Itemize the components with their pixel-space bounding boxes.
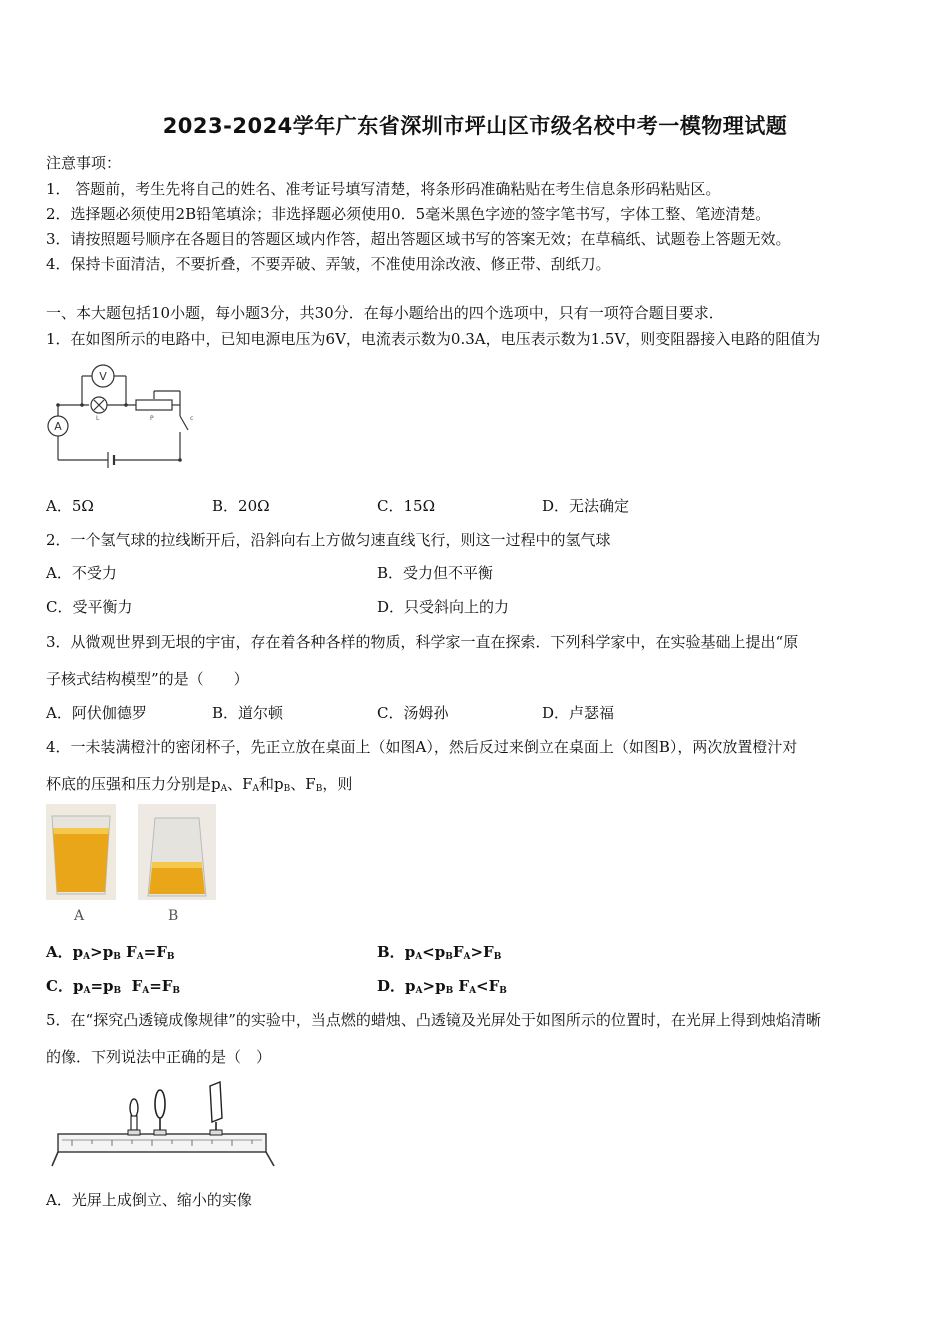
question-1-option[interactable]: B．20Ω xyxy=(212,497,270,515)
question-2-option[interactable]: B．受力但不平衡 xyxy=(377,564,494,582)
notice-item: 4．保持卡面清洁，不要折叠，不要弄破、弄皱，不准使用涂改液、修正带、刮纸刀。 xyxy=(46,255,611,273)
question-2-stem: 2．一个氢气球的拉线断开后，沿斜向右上方做匀速直线飞行，则这一过程中的氢气球 xyxy=(46,531,611,549)
notice-item: 3．请按照题号顺序在各题目的答题区域内作答，超出答题区域书写的答案无效；在草稿纸、试题卷上答题无效。 xyxy=(46,230,791,248)
question-4-stem: 4．一未装满橙汁的密闭杯子，先正立放在桌面上（如图A），然后反过来倒立在桌面上（如图B），两次放置橙汁对 xyxy=(46,738,798,756)
circuit-diagram xyxy=(44,358,196,474)
voltmeter-label: V xyxy=(99,370,107,383)
question-2-option[interactable]: D．只受斜向上的力 xyxy=(377,598,510,616)
ammeter-label: A xyxy=(54,420,62,433)
question-5-option[interactable]: A．光屏上成倒立、缩小的实像 xyxy=(46,1191,252,1209)
question-5-stem: 的像．下列说法中正确的是（ ） xyxy=(46,1048,272,1066)
page-title: 2023-2024学年广东省深圳市坪山区市级名校中考一模物理试题 xyxy=(162,114,788,138)
question-4-stem: 杯底的压强和压力分别是$p_A$、$F_A$和$p_B$、$F_B$，则 xyxy=(46,775,353,794)
question-1-option[interactable]: C．15Ω xyxy=(377,497,436,515)
switch-label: c xyxy=(190,415,194,422)
question-3-stem: 3．从微观世界到无垠的宇宙，存在着各种各样的物质，科学家一直在探索．下列科学家中，在实验基础上提出“原 xyxy=(46,633,799,651)
question-5-stem: 5．在“探究凸透镜成像规律”的实验中，当点燃的蜡烛、凸透镜及光屏处于如图所示的位置时，在光屏上得到烛焰清晰 xyxy=(46,1011,821,1029)
question-3-option[interactable]: D．卢瑟福 xyxy=(542,704,615,722)
question-4-option[interactable]: C．$p_A=p_B$ $F_A=F_B$ xyxy=(46,977,181,996)
question-2-option[interactable]: A．不受力 xyxy=(46,564,117,582)
question-3-option[interactable]: A．阿伏伽德罗 xyxy=(46,704,147,722)
notice-item: 2．选择题必须使用2B铅笔填涂；非选择题必须使用0．5毫米黑色字迹的签字笔书写，字体工整、笔迹清楚。 xyxy=(46,205,771,223)
question-1-option[interactable]: D．无法确定 xyxy=(542,497,630,515)
slider-label: P xyxy=(150,415,154,422)
question-3-option[interactable]: B．道尔顿 xyxy=(212,704,284,722)
question-1-stem: 1．在如图所示的电路中，已知电源电压为6V，电流表示数为0.3A，电压表示数为1.5V，则变阻器接入电路的阻值为 xyxy=(46,330,821,348)
figure-label-b: B xyxy=(168,908,179,924)
question-4-option[interactable]: D．$p_A>p_B$ $F_A<F_B$ xyxy=(377,977,507,996)
notice-item: 1． 答题前，考生先将自己的姓名、准考证号填写清楚，将条形码准确粘贴在考生信息条形码粘贴区。 xyxy=(46,180,721,198)
optical-bench-figure xyxy=(48,1078,278,1170)
lamp-label: L xyxy=(96,415,100,422)
section-heading: 一、本大题包括10小题，每小题3分，共30分．在每小题给出的四个选项中，只有一项符合题目要求． xyxy=(46,304,724,322)
question-4-option[interactable]: A．$p_A>p_B$ $F_A=F_B$ xyxy=(46,943,175,962)
question-3-option[interactable]: C．汤姆孙 xyxy=(377,704,449,722)
question-3-stem: 子核式结构模型”的是（ ） xyxy=(46,670,249,688)
question-4-option[interactable]: B．$p_A<p_BF_A>F_B$ xyxy=(377,943,502,962)
juice-cups-figure xyxy=(46,804,218,926)
figure-label-a: A xyxy=(74,908,85,924)
question-2-option[interactable]: C．受平衡力 xyxy=(46,598,133,616)
question-1-option[interactable]: A．5Ω xyxy=(46,497,94,515)
notice-heading: 注意事项： xyxy=(46,154,122,172)
